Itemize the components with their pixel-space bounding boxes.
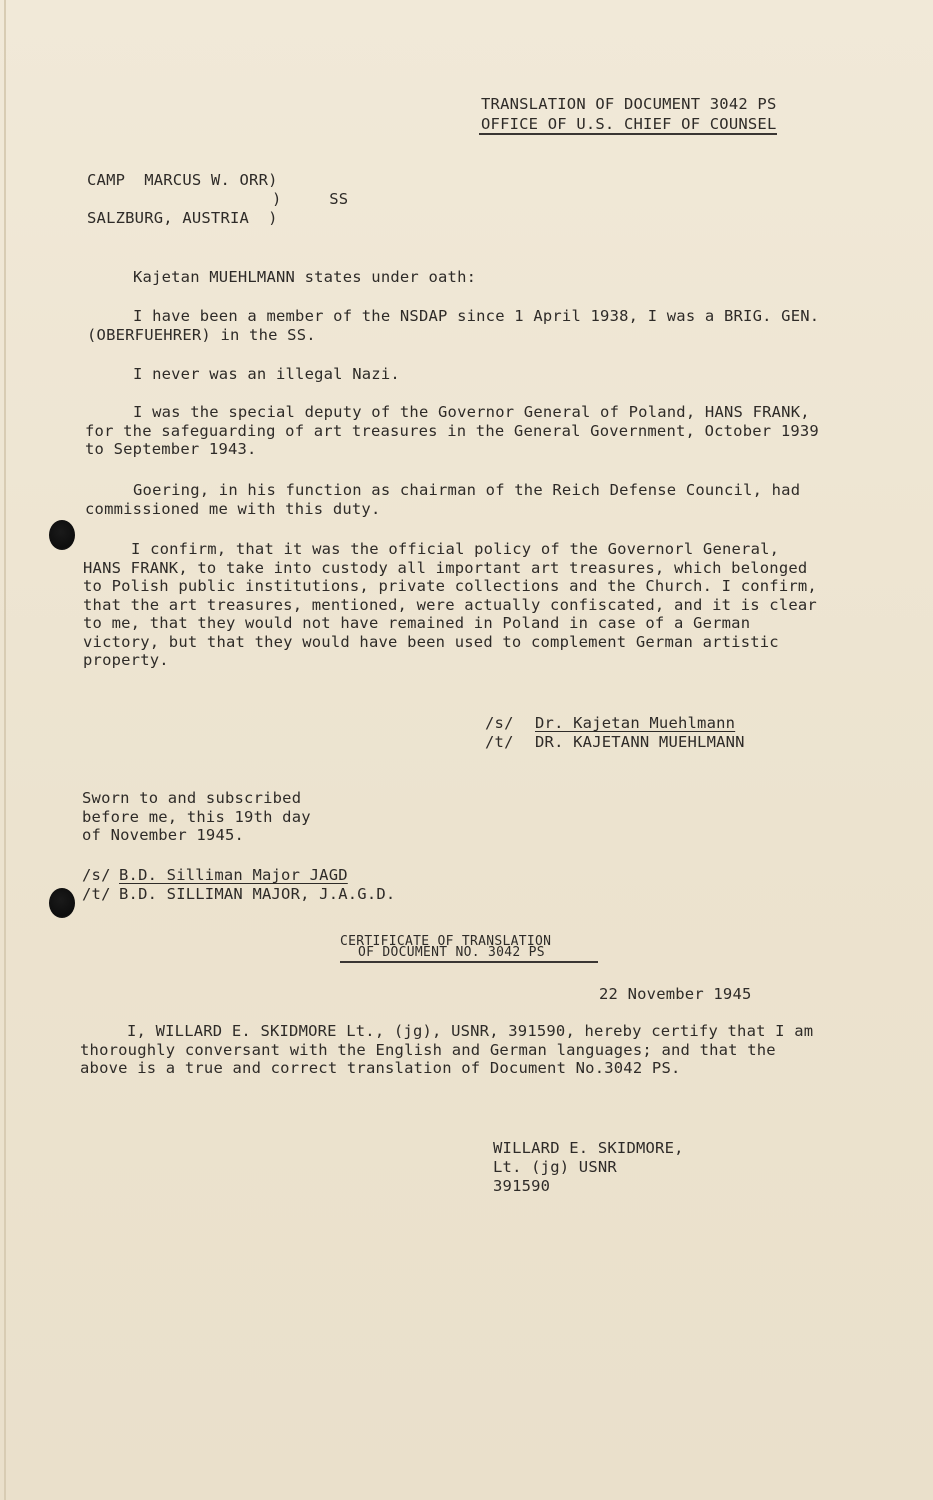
- certificate-signer-line1: WILLARD E. SKIDMORE,: [493, 1139, 684, 1157]
- certificate-body: I, WILLARD E. SKIDMORE Lt., (jg), USNR, 391590, hereby certify that I am thoroughly conversant with the English and German languages; and that the above is a true and correct translation of Document No.3042 PS.: [80, 1022, 814, 1077]
- header-underline: [479, 133, 777, 135]
- certificate-title-line2: OF DOCUMENT NO. 3042 PS: [358, 945, 545, 960]
- header-title-line1: TRANSLATION OF DOCUMENT 3042 PS: [481, 95, 777, 113]
- certificate-signer-line3: 391590: [493, 1177, 551, 1195]
- certificate-title-underline: [340, 961, 598, 963]
- statement-intro: Kajetan MUEHLMANN states under oath:: [133, 268, 477, 286]
- certificate-title-line1: CERTIFICATE OF TRANSLATION: [340, 934, 552, 949]
- signature-t-prefix: /t/: [485, 733, 514, 751]
- statement-paragraph-1: I have been a member of the NSDAP since 1 April 1938, I was a BRIG. GEN. (OBERFUEHRER) in the SS.: [87, 307, 820, 344]
- signature-t-name: DR. KAJETANN MUEHLMANN: [535, 733, 745, 751]
- sworn-text: Sworn to and subscribed before me, this 19th day of November 1945.: [82, 789, 311, 844]
- signature-s-prefix: /s/: [485, 714, 514, 732]
- venue-line1: CAMP MARCUS W. ORR): [87, 171, 278, 189]
- header-title-line2: OFFICE OF U.S. CHIEF OF COUNSEL: [481, 115, 777, 133]
- statement-paragraph-4: Goering, in his function as chairman of the Reich Defense Council, had commissioned me with this duty.: [85, 481, 801, 518]
- statement-paragraph-2: I never was an illegal Nazi.: [133, 365, 400, 383]
- punch-hole-lower: [49, 888, 75, 918]
- statement-paragraph-5: I confirm, that it was the official policy of the Governorl General, HANS FRANK, to take into custody all important art treasures, which belonged to Polish public institutions, private collections and the Church. I confirm, that the art treasures, mentioned, were actually confiscated, and it is clear to me, that they would not have remained in Poland in case of a German victory, but that they would have been used to complement German artistic property.: [83, 540, 817, 669]
- sworn-t-prefix: /t/: [82, 885, 111, 903]
- venue-line3: SALZBURG, AUSTRIA ): [87, 209, 278, 227]
- sworn-s-name: B.D. Silliman Major JAGD: [119, 866, 348, 884]
- sworn-s-prefix: /s/: [82, 866, 111, 884]
- sworn-t-name: B.D. SILLIMAN MAJOR, J.A.G.D.: [119, 885, 396, 903]
- certificate-date: 22 November 1945: [599, 985, 752, 1003]
- venue-line2: ) SS: [272, 190, 349, 208]
- statement-paragraph-3: I was the special deputy of the Governor General of Poland, HANS FRANK, for the safeguarding of art treasures in the General Government, October 1939 to September 1943.: [85, 403, 819, 458]
- page-edge: [4, 0, 6, 1500]
- signature-s-name: Dr. Kajetan Muehlmann: [535, 714, 736, 732]
- certificate-signer-line2: Lt. (jg) USNR: [493, 1158, 617, 1176]
- punch-hole-upper: [49, 520, 75, 550]
